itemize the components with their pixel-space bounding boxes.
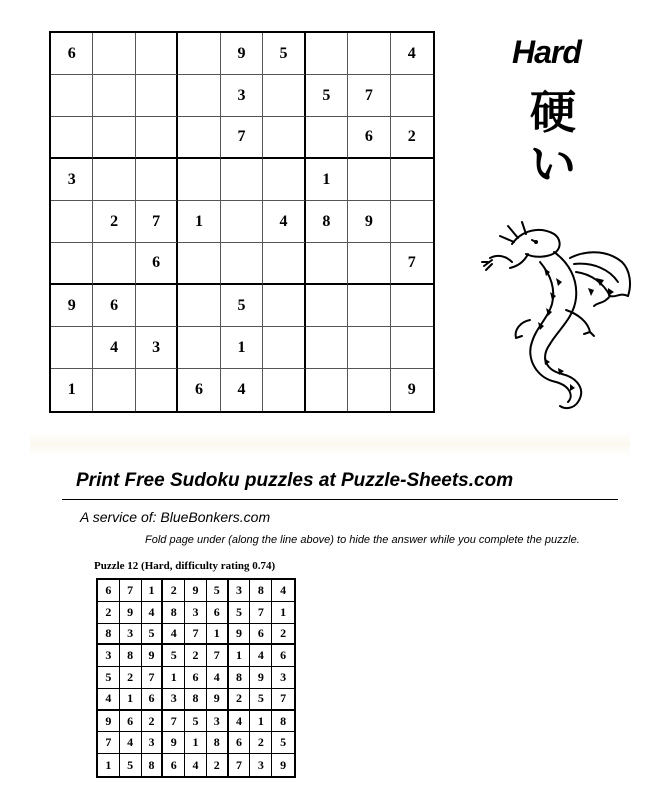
sudoku-cell: 6	[120, 711, 142, 733]
sudoku-cell: 7	[272, 689, 294, 711]
sudoku-cell: 4	[272, 580, 294, 602]
sudoku-cell: 4	[142, 602, 164, 624]
sudoku-cell: 3	[272, 667, 294, 689]
sudoku-cell	[348, 243, 390, 285]
sudoku-cell	[51, 117, 93, 159]
sudoku-cell	[306, 369, 348, 411]
sudoku-cell: 6	[163, 754, 185, 776]
sudoku-cell: 9	[51, 285, 93, 327]
sudoku-puzzle-grid	[49, 31, 435, 413]
sudoku-cell: 9	[185, 580, 207, 602]
sudoku-cell	[391, 159, 433, 201]
sudoku-cell: 5	[142, 624, 164, 646]
sudoku-cell: 6	[98, 580, 120, 602]
sudoku-cell: 3	[136, 327, 178, 369]
service-credit: A service of: BlueBonkers.com	[80, 509, 271, 525]
sudoku-cell: 7	[136, 201, 178, 243]
sudoku-cell: 4	[93, 327, 135, 369]
sudoku-cell	[221, 201, 263, 243]
sudoku-cell: 3	[98, 645, 120, 667]
sudoku-cell: 1	[142, 580, 164, 602]
sudoku-cell: 7	[185, 624, 207, 646]
sudoku-cell: 6	[185, 667, 207, 689]
sudoku-cell	[348, 33, 390, 75]
sudoku-cell: 4	[98, 689, 120, 711]
sudoku-cell	[93, 243, 135, 285]
sudoku-cell: 4	[163, 624, 185, 646]
sudoku-cell	[306, 117, 348, 159]
sudoku-cell	[51, 327, 93, 369]
sudoku-cell: 6	[142, 689, 164, 711]
sudoku-cell: 2	[391, 117, 433, 159]
sudoku-cell: 7	[348, 75, 390, 117]
sudoku-cell: 8	[185, 689, 207, 711]
sudoku-cell: 7	[98, 732, 120, 754]
sudoku-cell: 1	[250, 711, 272, 733]
sudoku-cell	[263, 243, 305, 285]
sudoku-cell: 7	[120, 580, 142, 602]
sudoku-cell: 1	[178, 201, 220, 243]
sudoku-cell	[136, 369, 178, 411]
sudoku-cell: 1	[207, 624, 229, 646]
sudoku-cell	[263, 285, 305, 327]
sudoku-cell: 5	[272, 732, 294, 754]
sudoku-cell: 4	[391, 33, 433, 75]
sudoku-cell: 1	[163, 667, 185, 689]
sudoku-cell: 2	[207, 754, 229, 776]
sudoku-cell: 9	[142, 645, 164, 667]
sudoku-cell: 8	[98, 624, 120, 646]
sudoku-cell	[391, 285, 433, 327]
sudoku-cell	[263, 327, 305, 369]
sudoku-cell: 2	[250, 732, 272, 754]
sudoku-cell: 6	[348, 117, 390, 159]
sudoku-cell: 3	[229, 580, 251, 602]
sudoku-cell: 3	[142, 732, 164, 754]
kanji-label: 硬い	[530, 85, 576, 191]
sudoku-cell	[306, 33, 348, 75]
sudoku-cell	[136, 285, 178, 327]
sudoku-cell: 3	[250, 754, 272, 776]
sudoku-cell: 8	[272, 711, 294, 733]
sudoku-cell: 7	[207, 645, 229, 667]
sudoku-cell	[93, 75, 135, 117]
sudoku-cell: 8	[142, 754, 164, 776]
sudoku-cell: 6	[93, 285, 135, 327]
sudoku-cell	[178, 33, 220, 75]
sudoku-cell: 2	[185, 645, 207, 667]
sudoku-cell	[136, 33, 178, 75]
sudoku-cell	[348, 327, 390, 369]
sudoku-cell: 3	[163, 689, 185, 711]
sudoku-cell: 8	[163, 602, 185, 624]
sudoku-cell: 2	[272, 624, 294, 646]
sudoku-cell: 4	[185, 754, 207, 776]
sudoku-cell: 5	[163, 645, 185, 667]
sudoku-cell	[306, 327, 348, 369]
sudoku-cell: 9	[221, 33, 263, 75]
sudoku-cell: 9	[229, 624, 251, 646]
sudoku-cell: 5	[120, 754, 142, 776]
sudoku-cell: 7	[163, 711, 185, 733]
sudoku-cell: 4	[229, 711, 251, 733]
sudoku-cell: 3	[51, 159, 93, 201]
sudoku-cell: 8	[306, 201, 348, 243]
sudoku-cell: 8	[229, 667, 251, 689]
sudoku-cell	[178, 327, 220, 369]
sudoku-cell: 6	[178, 369, 220, 411]
sudoku-cell: 2	[229, 689, 251, 711]
sudoku-cell	[221, 243, 263, 285]
sudoku-cell	[136, 75, 178, 117]
sudoku-cell	[348, 159, 390, 201]
sudoku-cell: 8	[207, 732, 229, 754]
sudoku-cell	[178, 117, 220, 159]
sudoku-cell: 6	[250, 624, 272, 646]
sudoku-cell: 3	[185, 602, 207, 624]
sudoku-cell: 7	[391, 243, 433, 285]
sudoku-cell	[93, 369, 135, 411]
sudoku-cell: 1	[306, 159, 348, 201]
sudoku-cell	[391, 327, 433, 369]
sudoku-cell	[263, 159, 305, 201]
sudoku-cell: 9	[98, 711, 120, 733]
sudoku-cell: 4	[263, 201, 305, 243]
sudoku-cell: 2	[93, 201, 135, 243]
sudoku-cell	[136, 117, 178, 159]
sudoku-cell	[391, 201, 433, 243]
sudoku-cell: 5	[207, 580, 229, 602]
difficulty-label: Hard	[512, 34, 581, 70]
sudoku-cell: 1	[51, 369, 93, 411]
sudoku-cell: 2	[163, 580, 185, 602]
sudoku-cell: 5	[98, 667, 120, 689]
sudoku-cell: 5	[263, 33, 305, 75]
sudoku-cell	[306, 243, 348, 285]
sudoku-cell: 4	[207, 667, 229, 689]
sudoku-cell: 2	[120, 667, 142, 689]
sudoku-cell	[51, 201, 93, 243]
sudoku-cell	[178, 285, 220, 327]
sudoku-cell: 9	[207, 689, 229, 711]
sudoku-cell	[306, 285, 348, 327]
sudoku-cell: 1	[120, 689, 142, 711]
sudoku-cell: 5	[306, 75, 348, 117]
sudoku-cell: 4	[120, 732, 142, 754]
sudoku-cell	[263, 369, 305, 411]
fold-line	[62, 499, 618, 500]
sudoku-cell	[93, 117, 135, 159]
sudoku-cell	[178, 75, 220, 117]
sudoku-cell: 3	[120, 624, 142, 646]
sudoku-cell: 6	[136, 243, 178, 285]
sudoku-cell: 6	[207, 602, 229, 624]
sudoku-cell: 6	[272, 645, 294, 667]
sudoku-cell	[263, 117, 305, 159]
sudoku-cell: 9	[280, 757, 287, 772]
sudoku-cell: 2	[142, 711, 164, 733]
sudoku-cell: 9	[348, 201, 390, 243]
sudoku-cell	[93, 33, 135, 75]
sudoku-cell	[348, 369, 390, 411]
sudoku-cell: 9	[407, 381, 416, 398]
sudoku-cell: 9	[120, 602, 142, 624]
sudoku-cell: 9	[163, 732, 185, 754]
sudoku-cell: 1	[272, 602, 294, 624]
site-banner: Print Free Sudoku puzzles at Puzzle-Sheets.com	[76, 470, 514, 491]
sudoku-answer-grid	[96, 578, 296, 778]
sudoku-cell: 4	[250, 645, 272, 667]
sudoku-cell	[93, 159, 135, 201]
sudoku-cell	[178, 243, 220, 285]
sudoku-cell: 5	[250, 689, 272, 711]
sudoku-cell: 4	[221, 369, 263, 411]
sudoku-cell: 8	[250, 580, 272, 602]
sudoku-cell	[348, 285, 390, 327]
sudoku-cell	[136, 159, 178, 201]
sudoku-cell: 7	[142, 667, 164, 689]
sudoku-cell	[51, 243, 93, 285]
fold-band	[30, 432, 630, 456]
sudoku-cell: 3	[221, 75, 263, 117]
sudoku-cell	[263, 75, 305, 117]
sudoku-cell: 1	[98, 754, 120, 776]
sudoku-cell: 1	[229, 645, 251, 667]
sudoku-cell: 6	[51, 33, 93, 75]
answer-title: Puzzle 12 (Hard, difficulty rating 0.74)	[94, 560, 276, 572]
sudoku-cell	[391, 75, 433, 117]
sudoku-cell: 5	[185, 711, 207, 733]
sudoku-cell: 7	[229, 754, 251, 776]
sudoku-cell	[51, 75, 93, 117]
sudoku-cell: 2	[98, 602, 120, 624]
sudoku-cell: 1	[221, 327, 263, 369]
sudoku-cell: 3	[207, 711, 229, 733]
sudoku-cell: 5	[229, 602, 251, 624]
sudoku-cell: 1	[185, 732, 207, 754]
sudoku-cell: 5	[221, 285, 263, 327]
dragon-illustration	[470, 218, 640, 414]
sudoku-cell: 7	[221, 117, 263, 159]
sudoku-cell: 6	[229, 732, 251, 754]
sudoku-cell: 7	[250, 602, 272, 624]
fold-instructions: Fold page under (along the line above) to hide the answer while you complete the puzzle.	[145, 534, 580, 546]
sudoku-cell	[178, 159, 220, 201]
sudoku-cell: 9	[250, 667, 272, 689]
sudoku-cell: 8	[120, 645, 142, 667]
sudoku-cell	[221, 159, 263, 201]
